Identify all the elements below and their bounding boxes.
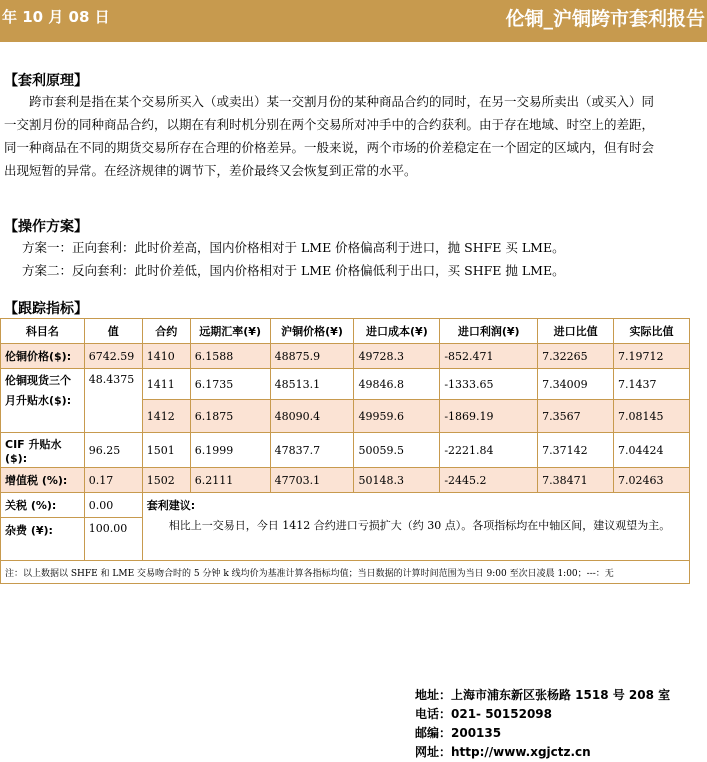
col-header: 值 [84, 319, 142, 344]
table-row [1, 369, 690, 400]
table-row [1, 561, 690, 584]
rate-cell: 6.2111 [190, 468, 270, 493]
col-header: 科目名 [1, 319, 85, 344]
cost-cell: 49846.8 [354, 369, 440, 400]
actual-cell: 7.08145 [614, 400, 690, 433]
price-cell: 48090.4 [270, 400, 354, 433]
item-value: 48.4375 [84, 369, 142, 433]
plan-item-1: 方案一：正向套利：此时价差高，国内价格相对于 LME 价格偏高利于进口，抛 SHFE 买 LME。 [22, 240, 565, 255]
contact-block [415, 686, 670, 762]
actual-cell: 7.19712 [614, 344, 690, 369]
price-cell: 48513.1 [270, 369, 354, 400]
contract-cell: 1502 [142, 468, 190, 493]
plan-item-2: 方案二：反向套利：此时价差低，国内价格相对于 LME 价格偏低利于出口，买 SHFE 抛 LME。 [22, 263, 565, 278]
item-name: 关税 (%): [1, 493, 85, 518]
col-header: 合约 [142, 319, 190, 344]
item-name: 增值税 (%): [1, 468, 85, 493]
ratio-cell: 7.38471 [538, 468, 614, 493]
report-header [0, 0, 707, 42]
item-name: 伦铜价格($): [1, 344, 85, 369]
contract-cell: 1411 [142, 369, 190, 400]
item-value: 0.17 [84, 468, 142, 493]
table-row [1, 468, 690, 493]
principle-heading: 【套利原理】 [4, 73, 88, 89]
ratio-cell: 7.32265 [538, 344, 614, 369]
rate-cell: 6.1875 [190, 400, 270, 433]
item-value: 100.00 [84, 518, 142, 561]
advice-cell [142, 493, 689, 561]
rate-cell: 6.1588 [190, 344, 270, 369]
item-name: 伦铜现货三个月升贴水($): [1, 369, 85, 433]
advice-text: 相比上一交易日，今日 1412 合约进口亏损扩大（约 30 点）。各项指标均在中轴区间，建议观望为主。 [168, 519, 671, 532]
contact-address: 地址：上海市浦东新区张杨路 1518 号 208 室 [415, 688, 671, 702]
price-cell: 47703.1 [270, 468, 354, 493]
ratio-cell: 7.3567 [538, 400, 614, 433]
price-cell: 47837.7 [270, 433, 354, 468]
rate-cell: 6.1735 [190, 369, 270, 400]
rate-cell: 6.1999 [190, 433, 270, 468]
contract-cell: 1410 [142, 344, 190, 369]
ratio-cell: 7.37142 [538, 433, 614, 468]
item-value: 0.00 [84, 493, 142, 518]
actual-cell: 7.02463 [614, 468, 690, 493]
advice-heading: 套利建议: [146, 499, 196, 512]
contract-cell: 1501 [142, 433, 190, 468]
col-header: 进口成本(¥) [354, 319, 440, 344]
table-row [1, 493, 690, 518]
item-name: CIF 升贴水($): [1, 433, 85, 468]
contact-phone: 电话：021- 50152098 [415, 707, 553, 721]
cost-cell: 49959.6 [354, 400, 440, 433]
actual-cell: 7.04424 [614, 433, 690, 468]
profit-cell: -2221.84 [440, 433, 538, 468]
cost-cell: 50059.5 [354, 433, 440, 468]
contact-website: 网址：http://www.xgjctz.cn [415, 745, 591, 759]
price-cell: 48875.9 [270, 344, 354, 369]
profit-cell: -1869.19 [440, 400, 538, 433]
item-value: 96.25 [84, 433, 142, 468]
actual-cell: 7.1437 [614, 369, 690, 400]
item-name: 杂费 (¥): [1, 518, 85, 561]
tracking-heading: 【跟踪指标】 [4, 301, 88, 317]
profit-cell: -2445.2 [440, 468, 538, 493]
item-value: 6742.59 [84, 344, 142, 369]
cost-cell: 49728.3 [354, 344, 440, 369]
principle-text: 跨市套利是指在某个交易所买入（或卖出）某一交割月份的某种商品合约的同时，在另一交易所卖出（或买入）同一交割月份的同种商品合约，以期在有利时机分别在两个交易所对冲手中的合约获利。由于存在地域、时空上的差距，同一种商品在不同的期货交易所存在合理的价格差异。一般来说，两个市场的价差稳定在一个固定的区域内，但有时会出现短暂的异常。在经济规律的调节下，差价最终又会恢复到正常的水平。 [4, 94, 655, 178]
report-title: 伦铜_沪铜跨市套利报告 [505, 8, 705, 30]
ratio-cell: 7.34009 [538, 369, 614, 400]
col-header: 远期汇率(¥) [190, 319, 270, 344]
col-header: 进口比值 [538, 319, 614, 344]
table-header-row [1, 319, 690, 344]
table-note: 注：以上数据以 SHFE 和 LME 交易吻合时的 5 分钟 k 线均价为基准计算各指标均值；当日数据的计算时间范围为当日 9:00 至次日凌晨 1:00；---：无 [1, 561, 690, 584]
contact-postcode: 邮编：200135 [415, 726, 502, 740]
plan-heading: 【操作方案】 [4, 219, 88, 235]
col-header: 进口利润(¥) [440, 319, 538, 344]
cost-cell: 50148.3 [354, 468, 440, 493]
col-header: 实际比值 [614, 319, 690, 344]
tracking-table [0, 318, 690, 584]
table-row [1, 433, 690, 468]
profit-cell: -1333.65 [440, 369, 538, 400]
contract-cell: 1412 [142, 400, 190, 433]
col-header: 沪铜价格(¥) [270, 319, 354, 344]
table-row [1, 344, 690, 369]
profit-cell: -852.471 [440, 344, 538, 369]
report-date: 年 10 月 08 日 [2, 8, 110, 26]
